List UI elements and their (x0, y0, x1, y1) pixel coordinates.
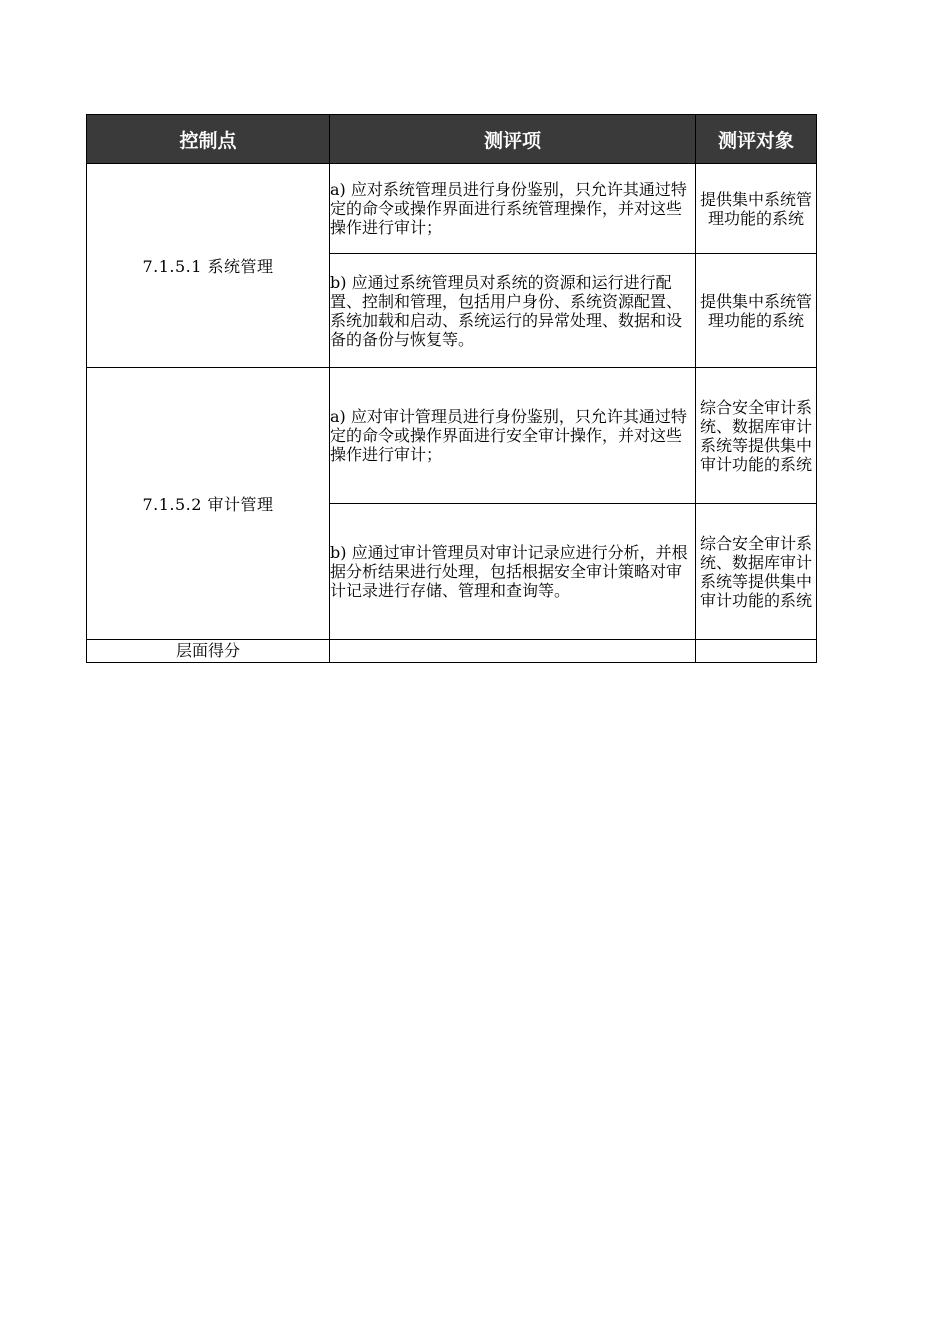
header-eval-object: 测评对象 (696, 115, 817, 164)
eval-object-cell (696, 368, 817, 504)
eval-item-cell (330, 164, 696, 254)
eval-object-text: 综合安全审计系统、数据库审计系统等提供集中审计功能的系统 (699, 397, 812, 474)
eval-item-text: b) 应通过审计管理员对审计记录应进行分析，并根据分析结果进行处理，包括根据安全审计策略对审计记录进行存储、管理和查询等。 (330, 543, 688, 600)
table-row (87, 164, 817, 254)
evaluation-table (86, 114, 817, 663)
header-eval-item: 测评项 (330, 115, 696, 164)
eval-item-text: a) 应对系统管理员进行身份鉴别，只允许其通过特定的命令或操作界面进行系统管理操作，并对这些操作进行审计； (330, 180, 687, 237)
score-object-cell[interactable] (696, 640, 817, 663)
eval-object-text: 提供集中系统管理功能的系统 (699, 291, 812, 330)
eval-item-text: b) 应通过系统管理员对系统的资源和运行进行配置、控制和管理，包括用户身份、系统资源配置、系统加载和启动、系统运行的异常处理、数据和设备的备份与恢复等。 (330, 272, 683, 349)
eval-object-cell (696, 164, 817, 254)
eval-object-cell (696, 504, 817, 640)
eval-item-cell (330, 254, 696, 368)
score-label: 层面得分 (87, 640, 330, 663)
table-row (87, 368, 817, 504)
score-item-cell[interactable] (330, 640, 696, 663)
eval-item-text: a) 应对审计管理员进行身份鉴别，只允许其通过特定的命令或操作界面进行安全审计操作，并对这些操作进行审计； (330, 407, 687, 464)
eval-item-cell (330, 368, 696, 504)
eval-object-text: 综合安全审计系统、数据库审计系统等提供集中审计功能的系统 (699, 533, 812, 610)
header-row (87, 115, 817, 164)
eval-object-cell (696, 254, 817, 368)
control-point-cell: 7.1.5.1 系统管理 (87, 164, 330, 368)
eval-object-text: 提供集中系统管理功能的系统 (699, 189, 812, 228)
control-point-cell: 7.1.5.2 审计管理 (87, 368, 330, 640)
eval-item-cell (330, 504, 696, 640)
score-row (87, 640, 817, 663)
header-control-point: 控制点 (87, 115, 330, 164)
